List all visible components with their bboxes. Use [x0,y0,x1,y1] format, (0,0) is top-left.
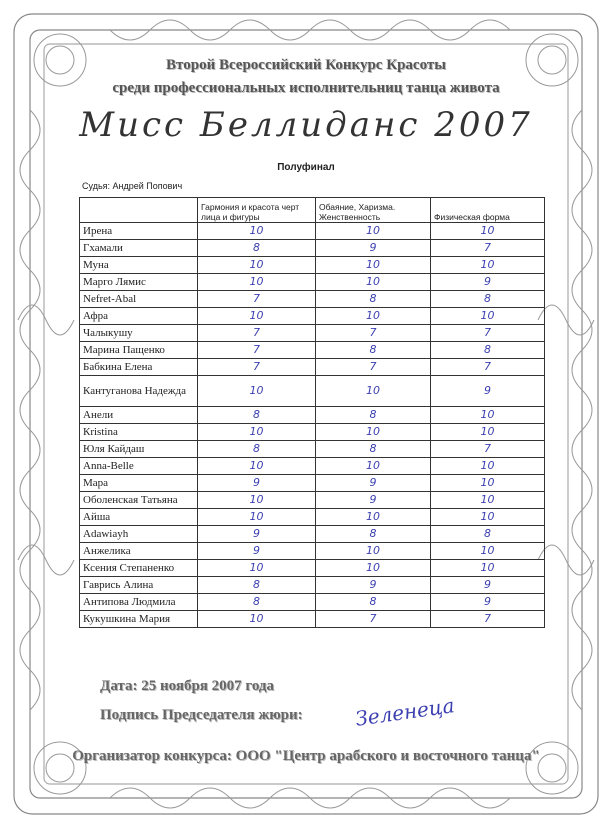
score-cell: 10 [198,424,316,441]
score-cell: 10 [198,257,316,274]
contestant-name: Анели [80,407,198,424]
score-cell: 9 [431,274,545,291]
date-line: Дата: 25 ноября 2007 года [100,678,275,694]
contestant-name: Ирена [80,223,198,240]
score-cell: 8 [316,342,431,359]
score-cell: 10 [431,407,545,424]
contestant-name: Афра [80,308,198,325]
contestant-name: Ксения Степаненко [80,560,198,577]
score-cell: 10 [431,257,545,274]
contestant-name: Юля Кайдаш [80,441,198,458]
signature-label: Подпись Председателя жюри: [100,707,303,723]
contestant-name: Марина Пащенко [80,342,198,359]
score-cell: 7 [198,325,316,342]
score-cell: 9 [431,577,545,594]
score-cell: 9 [316,577,431,594]
score-cell: 10 [316,257,431,274]
score-cell: 8 [198,594,316,611]
score-cell: 10 [198,560,316,577]
score-cell: 7 [198,359,316,376]
table-row [80,492,545,509]
score-cell: 10 [431,223,545,240]
score-cell: 9 [431,376,545,407]
table-row [80,441,545,458]
score-cell: 7 [431,441,545,458]
score-cell: 10 [316,458,431,475]
score-cell: 10 [198,611,316,628]
score-cell: 9 [198,526,316,543]
score-cell: 10 [198,509,316,526]
score-cell: 8 [316,407,431,424]
table-row [80,376,545,407]
table-header-row [80,198,545,223]
score-cell: 8 [198,577,316,594]
score-table [79,197,545,628]
column-header: Гармония и красота черт лица и фигуры [198,198,316,223]
score-cell: 10 [431,475,545,492]
contestant-name: Бабкина Елена [80,359,198,376]
score-cell: 10 [316,560,431,577]
column-header [80,198,198,223]
score-cell: 7 [316,325,431,342]
table-row [80,424,545,441]
score-cell: 9 [198,475,316,492]
contestant-name: Оболенская Татьяна [80,492,198,509]
table-row [80,577,545,594]
score-cell: 9 [316,240,431,257]
score-cell: 7 [198,291,316,308]
score-cell: 10 [198,458,316,475]
table-row [80,257,545,274]
contestant-name: Nefret-Abal [80,291,198,308]
score-cell: 7 [431,611,545,628]
contestant-name: Муна [80,257,198,274]
score-cell: 10 [316,223,431,240]
contestant-name: Гхамали [80,240,198,257]
chairman-signature: Зеленеца [353,693,456,731]
score-cell: 10 [316,509,431,526]
table-row [80,342,545,359]
table-row [80,407,545,424]
score-cell: 8 [316,594,431,611]
score-cell: 10 [198,492,316,509]
table-row [80,325,545,342]
score-cell: 10 [316,376,431,407]
score-cell: 8 [431,291,545,308]
score-cell: 7 [316,611,431,628]
contestant-name: Антипова Людмила [80,594,198,611]
score-cell: 9 [198,543,316,560]
contestant-name: Анжелика [80,543,198,560]
score-cell: 7 [431,325,545,342]
score-cell: 8 [316,291,431,308]
table-row [80,359,545,376]
contestant-name: Кristina [80,424,198,441]
contest-heading-line1: Второй Всероссийский Конкурс Красоты [166,57,446,73]
score-cell: 8 [316,526,431,543]
score-cell: 10 [316,424,431,441]
contestant-name: Айша [80,509,198,526]
contestant-name: Anna-Belle [80,458,198,475]
column-header: Обаяние, Харизма. Женственность [316,198,431,223]
score-cell: 8 [198,441,316,458]
contestant-name: Гаврись Алина [80,577,198,594]
score-cell: 10 [316,274,431,291]
score-cell: 10 [431,509,545,526]
score-cell: 7 [431,240,545,257]
score-cell: 9 [316,492,431,509]
contestant-name: Adawiayh [80,526,198,543]
score-cell: 8 [198,240,316,257]
score-cell: 10 [431,458,545,475]
table-row [80,560,545,577]
contestant-name: Мара [80,475,198,492]
contestant-name: Кукушкина Мария [80,611,198,628]
table-row [80,475,545,492]
score-cell: 10 [431,424,545,441]
table-row [80,308,545,325]
score-cell: 10 [431,543,545,560]
score-cell: 8 [431,526,545,543]
score-cell: 7 [316,359,431,376]
table-row [80,274,545,291]
contestant-name: Чалыкушу [80,325,198,342]
score-cell: 9 [431,594,545,611]
table-row [80,526,545,543]
table-row [80,458,545,475]
contestant-name: Марго Лямис [80,274,198,291]
score-cell: 9 [316,475,431,492]
organizer-line: Организатор конкурса: ООО "Центр арабского и восточного танца" [72,748,540,764]
score-cell: 10 [316,543,431,560]
score-cell: 7 [198,342,316,359]
table-row [80,240,545,257]
score-cell: 10 [198,376,316,407]
score-cell: 10 [431,308,545,325]
score-cell: 8 [431,342,545,359]
score-cell: 10 [316,308,431,325]
score-cell: 10 [198,274,316,291]
table-row [80,223,545,240]
contest-heading-line2: среди профессиональных исполнительниц танца живота [112,80,500,96]
table-row [80,594,545,611]
contest-title: Мисс Беллиданс 2007 [79,105,533,145]
contestant-name: Кантуганова Надежда [80,376,198,407]
score-cell: 10 [431,492,545,509]
table-row [80,509,545,526]
score-cell: 10 [431,560,545,577]
column-header: Физическая форма [431,198,545,223]
score-cell: 7 [431,359,545,376]
table-row [80,543,545,560]
judge-name: Судья: Андрей Попович [82,181,183,191]
table-row [80,291,545,308]
score-cell: 10 [198,223,316,240]
stage-label: Полуфинал [277,162,335,173]
score-cell: 8 [316,441,431,458]
score-cell: 10 [198,308,316,325]
score-cell: 8 [198,407,316,424]
table-row [80,611,545,628]
